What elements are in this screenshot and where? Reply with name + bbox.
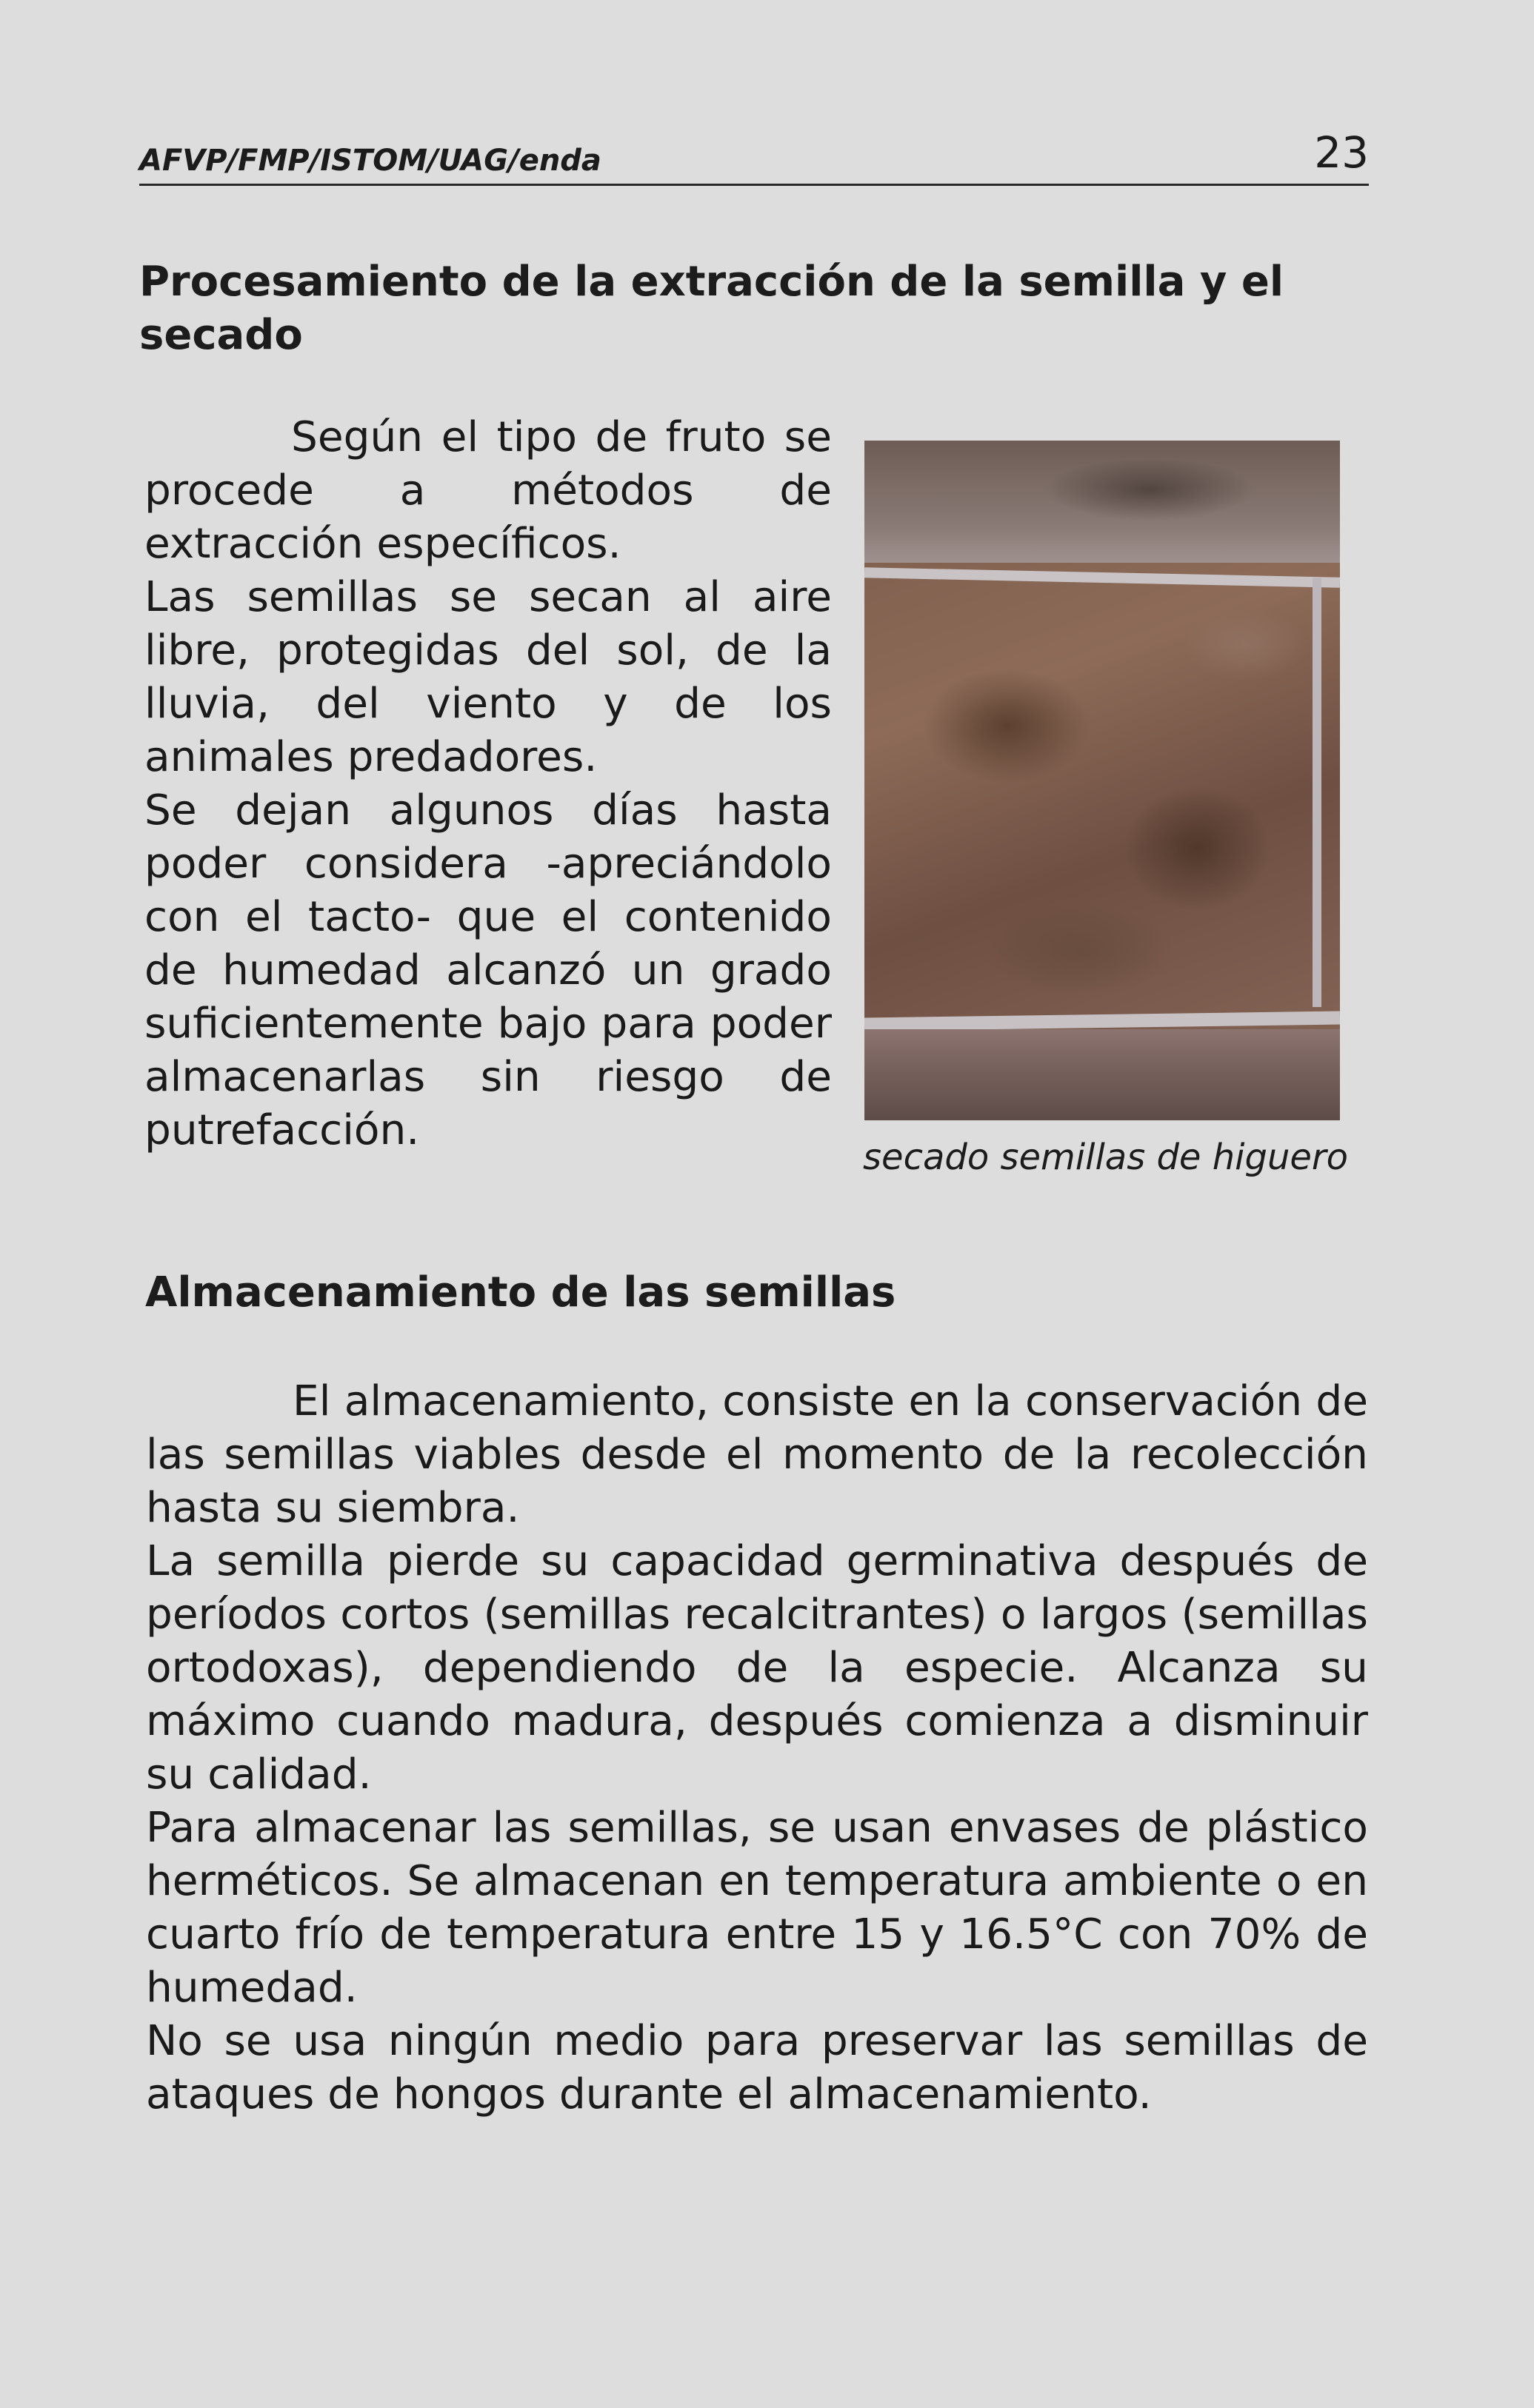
paragraph: Para almacenar las semillas, se usan envases de plástico herméticos. Se almacenan en temperatura ambiente o en cuarto frío de temperatura entre 15 y 16.5°C con 70% de humedad.: [146, 1804, 1368, 2012]
photo-tray-rail: [1313, 578, 1321, 1007]
photo-caption: secado semillas de higuero: [863, 1137, 1348, 1178]
seed-drying-photo: [864, 441, 1340, 1120]
storage-text: [146, 1375, 1368, 2121]
extraction-text: [144, 411, 832, 1157]
series-label: AFVP/FMP/ISTOM/UAG/enda: [139, 144, 601, 178]
photo-frame-bottom: [864, 1029, 1340, 1120]
running-head: [139, 124, 1369, 186]
photo-tray-rail: [864, 567, 1340, 587]
section-title-extraction: Procesamiento de la extracción de la semilla y el secado: [139, 258, 1284, 359]
section-title-storage: Almacenamiento de las semillas: [145, 1268, 896, 1317]
paragraph: Las semillas se secan al aire libre, protegidas del sol, de la lluvia, del viento y de los animales predadores.: [144, 573, 832, 781]
paragraph: No se usa ningún medio para preservar las semillas de ataques de hongos durante el almacenamiento.: [146, 2017, 1368, 2118]
paragraph: Según el tipo de fruto se procede a métodos de extracción específicos.: [144, 413, 832, 568]
page-number: 23: [1314, 127, 1369, 178]
photo-frame-top: [864, 441, 1340, 563]
paragraph: El almacenamiento, consiste en la conservación de las semillas viables desde el momento de la recolección hasta su siembra.: [146, 1377, 1368, 1532]
paragraph: La semilla pierde su capacidad germinativa después de períodos cortos (semillas recalcitrantes) o largos (semillas ortodoxas), dependiendo de la especie. Alcanza su máximo cuando madura, después comienza a disminuir su calidad.: [146, 1537, 1368, 1799]
paragraph: Se dejan algunos días hasta poder considera -apreciándolo con el tacto- que el contenido de humedad alcanzó un grado suficientemente bajo para poder almacenarlas sin riesgo de putrefacción.: [144, 786, 832, 1154]
photo-tray-rail: [864, 1011, 1340, 1031]
